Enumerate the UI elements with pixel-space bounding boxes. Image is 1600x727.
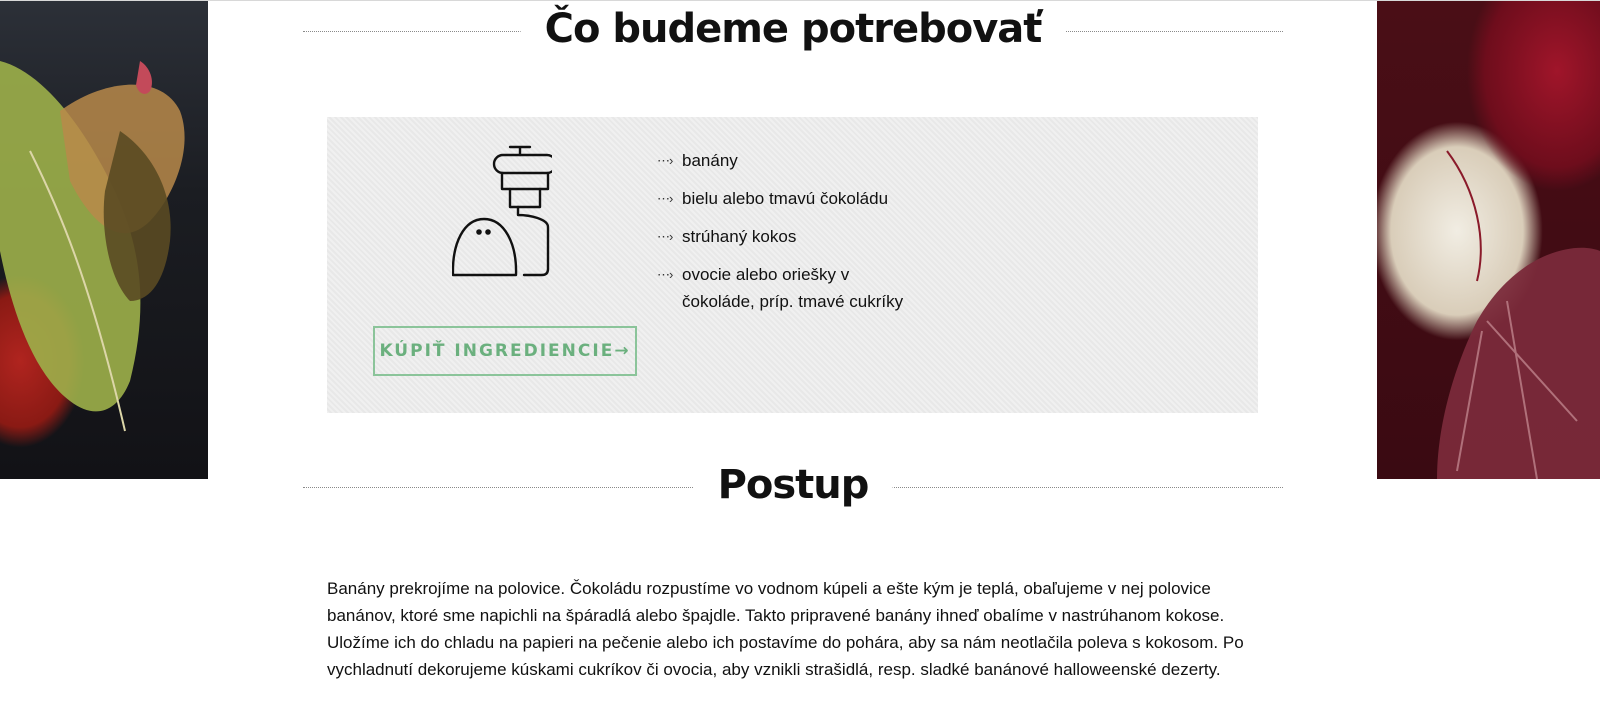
ingredient-item: ⋯› strúhaný kokos — [657, 223, 912, 250]
autumn-leaf-photo — [0, 1, 208, 479]
ingredients-heading: Čo budeme potrebovať — [521, 6, 1066, 52]
arrow-icon: ⋯› — [657, 191, 673, 206]
ingredients-heading-block — [303, 6, 1283, 56]
arrow-icon: ⋯› — [657, 229, 673, 244]
ingredient-item: ⋯› ovocie alebo oriešky v čokoláde, príp. tmavé cukríky — [657, 261, 912, 315]
procedure-heading: Postup — [694, 462, 893, 508]
pepper-mill-icon — [452, 145, 552, 282]
buy-ingredients-button[interactable]: KÚPIŤ INGREDIENCIE→ — [373, 326, 637, 376]
procedure-text: Banány prekrojíme na polovice. Čokoládu rozpustíme vo vodnom kúpeli a ešte kým je teplá, obaľujeme v nej polovice banánov, ktoré sme napichli na špáradlá alebo špajdle. Takto pripravené banány ihneď obalíme v nastrúhanom kokose. Uložíme ich do chladu na papieri na pečenie alebo ich postavíme do pohára, aby sa nám neotlačila poleva s kokosom. Po vychladnutí dekorujeme kúskami cukríkov či ovocia, aby vznikli strašidlá, resp. sladké banánové halloweenské dezerty. — [327, 579, 1244, 679]
ingredients-panel — [327, 117, 1258, 413]
apples-photo — [1377, 1, 1600, 479]
procedure-heading-block — [303, 462, 1283, 512]
ingredient-item: ⋯› banány — [657, 147, 912, 174]
arrow-icon: ⋯› — [657, 267, 673, 282]
top-divider — [0, 0, 1600, 1]
arrow-icon: ⋯› — [657, 153, 673, 168]
ingredient-item: ⋯› bielu alebo tmavú čokoládu — [657, 185, 912, 212]
ingredients-list — [657, 147, 912, 326]
